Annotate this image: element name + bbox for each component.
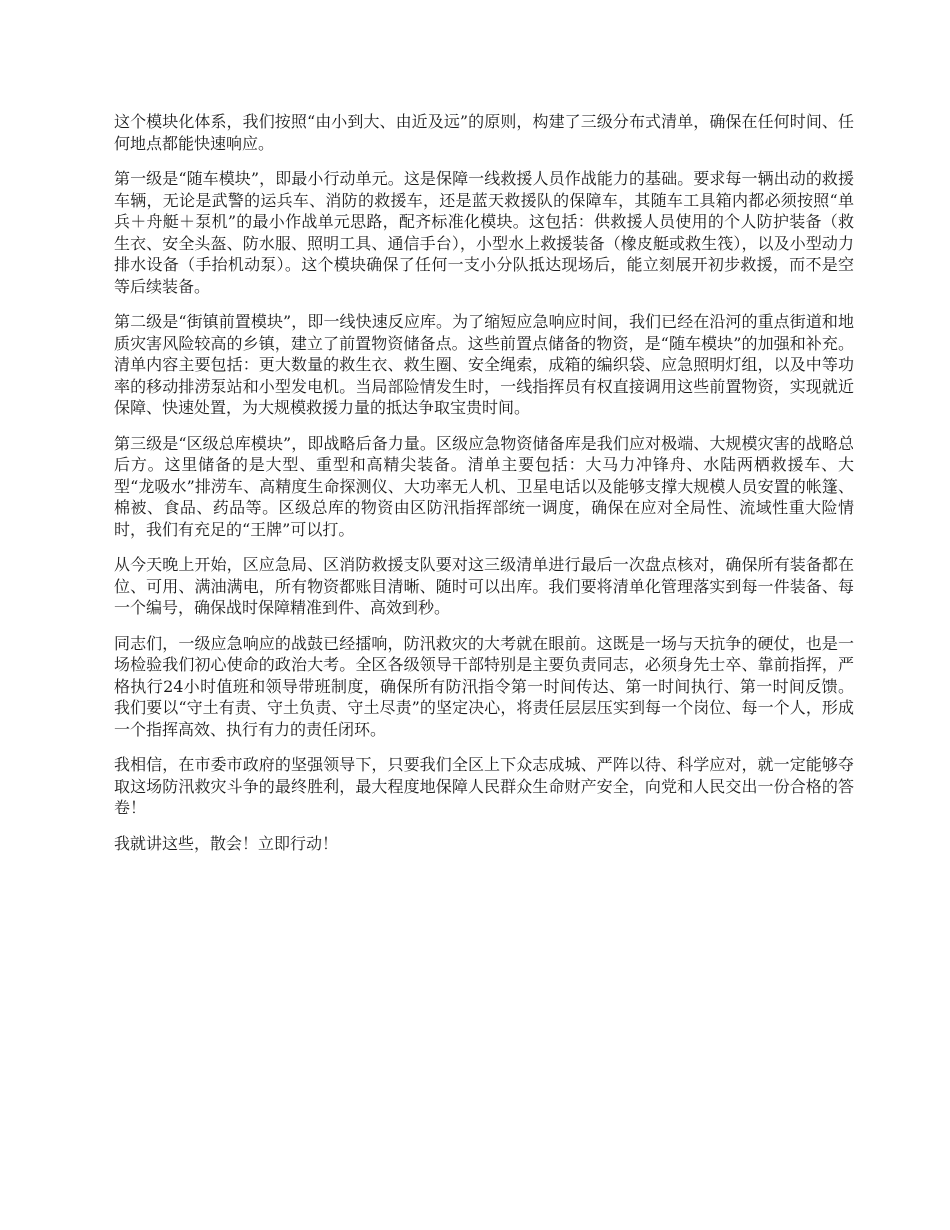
paragraph-5: 从今天晚上开始，区应急局、区消防救援支队要对这三级清单进行最后一次盘点核对，确保所有装备都在位、可用、满油满电，所有物资都账目清晰、随时可以出库。我们要将清单化管理落实到每一件装备、每一个编号，确保战时保障精准到件、高效到秒。 — [114, 555, 854, 617]
paragraph-7: 我相信，在市委市政府的坚强领导下，只要我们全区上下众志成城、严阵以待、科学应对，就一定能够夺取这场防汛救灾斗争的最终胜利，最大程度地保障人民群众生命财产安全，向党和人民交出一份合格的答卷！ — [114, 755, 854, 817]
paragraph-2: 第一级是“随车模块”，即最小行动单元。这是保障一线救援人员作战能力的基础。要求每一辆出动的救援车辆，无论是武警的运兵车、消防的救援车，还是蓝天救援队的保障车，其随车工具箱内都必须按照“单兵＋舟艇＋泵机”的最小作战单元思路，配齐标准化模块。这包括：供救援人员使用的个人防护装备（救生衣、安全头盔、防水服、照明工具、通信手台），小型水上救援装备（橡皮艇或救生筏），以及小型动力排水设备（手抬机动泵）。这个模块确保了任何一支小分队抵达现场后，能立刻展开初步救援，而不是空等后续装备。 — [114, 169, 854, 296]
paragraph-4: 第三级是“区级总库模块”，即战略后备力量。区级应急物资储备库是我们应对极端、大规模灾害的战略总后方。这里储备的是大型、重型和高精尖装备。清单主要包括：大马力冲锋舟、水陆两栖救援车、大型“龙吸水”排涝车、高精度生命探测仪、大功率无人机、卫星电话以及能够支撑大规模人员安置的帐篷、棉被、食品、药品等。区级总库的物资由区防汛指挥部统一调度，确保在应对全局性、流域性重大险情时，我们有充足的“王牌”可以打。 — [114, 433, 854, 539]
paragraph-3: 第二级是“街镇前置模块”，即一线快速反应库。为了缩短应急响应时间，我们已经在沿河的重点街道和地质灾害风险较高的乡镇，建立了前置物资储备点。这些前置点储备的物资，是“随车模块”的加强和补充。清单内容主要包括：更大数量的救生衣、救生圈、安全绳索，成箱的编织袋、应急照明灯组，以及中等功率的移动排涝泵站和小型发电机。当局部险情发生时，一线指挥员有权直接调用这些前置物资，实现就近保障、快速处置，为大规模救援力量的抵达争取宝贵时间。 — [114, 312, 854, 417]
paragraph-6: 同志们，一级应急响应的战鼓已经擂响，防汛救灾的大考就在眼前。这既是一场与天抗争的硬仗，也是一场检验我们初心使命的政治大考。全区各级领导干部特别是主要负责同志，必须身先士卒、靠前指挥，严格执行24小时值班和领导带班制度，确保所有防汛指令第一时间传达、第一时间执行、第一时间反馈。我们要以“守土有责、守土负责、守土尽责”的坚定决心，将责任层层压实到每一个岗位、每一个人，形成一个指挥高效、执行有力的责任闭环。 — [114, 633, 854, 739]
paragraph-8: 我就讲这些，散会！立即行动！ — [114, 833, 339, 853]
document-body — [114, 111, 854, 868]
paragraph-1: 这个模块化体系，我们按照“由小到大、由近及远”的原则，构建了三级分布式清单，确保在任何时间、任何地点都能快速响应。 — [114, 112, 854, 153]
